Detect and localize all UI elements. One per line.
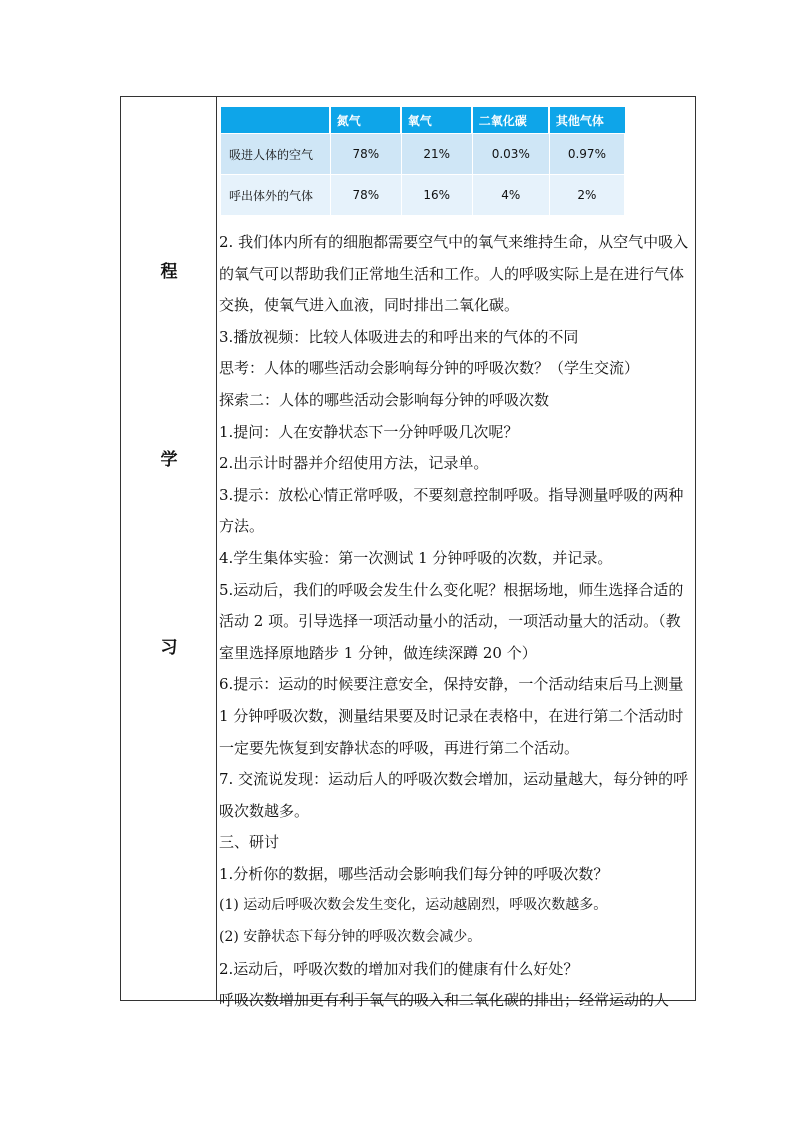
paragraph: 2. 我们体内所有的细胞都需要空气中的氧气来维持生命，从空气中吸入的氧气可以帮助我们正常地生活和工作。人的呼吸实际上是在进行气体交换，使氧气进入血液，同时排出二氧化碳。 <box>219 233 689 315</box>
table-row <box>221 174 625 215</box>
side-label-xue: 学 <box>160 450 178 470</box>
table-header-nitrogen: 氮气 <box>331 107 402 133</box>
side-label-xi: 习 <box>160 638 178 658</box>
table-header-blank <box>221 107 331 133</box>
table-cell: 21% <box>402 133 473 174</box>
paragraph: 思考：人体的哪些活动会影响每分钟的呼吸次数？（学生交流） <box>219 359 640 378</box>
paragraph: 6.提示：运动的时候要注意安全，保持安静，一个活动结束后马上测量 1 分钟呼吸次数，测量结果要及时记录在表格中，在进行第二个活动时一定要先恢复到安静状态的呼吸，再进行第二个活动。 <box>219 675 684 757</box>
table-header-co2: 二氧化碳 <box>473 107 550 133</box>
paragraph: (1) 运动后呼吸次数会发生变化，运动越剧烈，呼吸次数越多。 <box>219 897 608 914</box>
row-label: 呼出体外的气体 <box>221 174 331 215</box>
row-label: 吸进人体的空气 <box>221 133 331 174</box>
paragraph: 1.分析你的数据，哪些活动会影响我们每分钟的呼吸次数？ <box>219 864 609 883</box>
table-cell: 0.97% <box>550 133 625 174</box>
section-heading: 三、研讨 <box>219 833 280 852</box>
table-header-other: 其他气体 <box>550 107 625 133</box>
table-cell: 4% <box>473 174 550 215</box>
table-header-row <box>221 107 625 133</box>
paragraph: 2.出示计时器并介绍使用方法，记录单。 <box>219 454 489 473</box>
table-cell: 78% <box>331 174 402 215</box>
table-cell: 16% <box>402 174 473 215</box>
side-label-cheng: 程 <box>160 262 178 282</box>
paragraph: 7. 交流说发现：运动后人的呼吸次数会增加，运动量越大，每分钟的呼吸次数越多。 <box>219 770 689 820</box>
content-column <box>217 97 695 1010</box>
paragraph: 4.学生集体实验：第一次测试 1 分钟呼吸的次数，并记录。 <box>219 548 613 567</box>
lesson-content <box>219 227 693 1017</box>
paragraph: (2) 安静状态下每分钟的呼吸次数会减少。 <box>219 929 482 946</box>
paragraph: 探索二：人体的哪些活动会影响每分钟的呼吸次数 <box>219 390 550 409</box>
paragraph: 3.播放视频：比较人体吸进去的和呼出来的气体的不同 <box>219 327 579 346</box>
table-row <box>221 133 625 174</box>
lesson-table <box>120 96 696 1010</box>
side-label-column <box>121 97 217 1000</box>
paragraph: 5.运动后，我们的呼吸会发生什么变化呢？根据场地，师生选择合适的活动 2 项。引导选择一项活动量小的活动，一项活动量大的活动。（教室里选择原地踏步 1 分钟，做连续深蹲 20 个） <box>219 580 684 662</box>
table-cell: 2% <box>550 174 625 215</box>
table-header-oxygen: 氧气 <box>402 107 473 133</box>
paragraph: 呼吸次数增加更有利于氧气的吸入和二氧化碳的排出；经常运动的人 <box>219 991 670 1010</box>
paragraph: 2.运动后，呼吸次数的增加对我们的健康有什么好处？ <box>219 959 579 978</box>
paragraph: 3.提示：放松心情正常呼吸，不要刻意控制呼吸。指导测量呼吸的两种方法。 <box>219 485 684 536</box>
table-cell: 78% <box>331 133 402 174</box>
table-cell: 0.03% <box>473 133 550 174</box>
paragraph: 1.提问：人在安静状态下一分钟呼吸几次呢？ <box>219 422 519 441</box>
gas-composition-table <box>221 107 625 215</box>
